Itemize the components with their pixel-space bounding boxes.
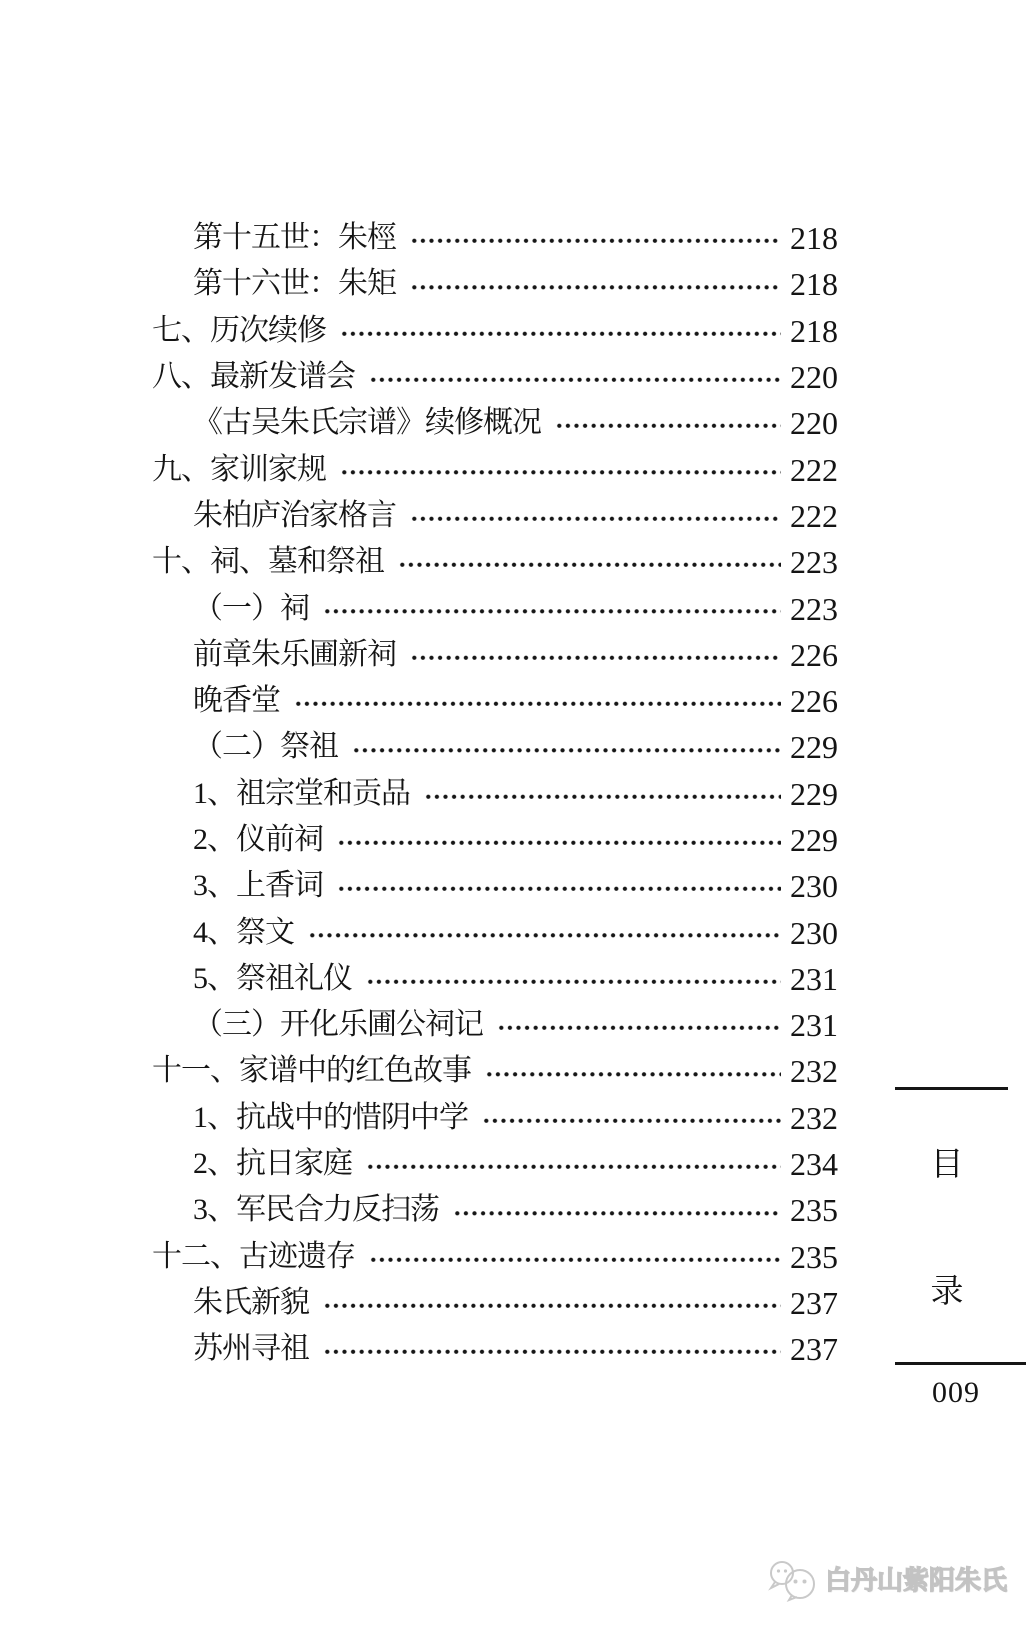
toc-entry-page: 234 <box>790 1146 838 1183</box>
toc-entry <box>152 354 838 400</box>
dot-leader <box>410 261 781 307</box>
toc-entry-title: 苏州寻祖 <box>193 1332 309 1366</box>
toc-entry-page: 231 <box>790 960 838 997</box>
toc-entry <box>152 1187 838 1233</box>
toc-entry-page: 220 <box>790 359 838 396</box>
dot-leader <box>453 1187 781 1233</box>
dot-leader <box>323 1280 781 1326</box>
toc-entry-title: 八、最新发谱会 <box>152 360 355 394</box>
toc-entry <box>152 632 838 678</box>
wechat-icon <box>766 1558 818 1602</box>
toc-entry-page: 235 <box>790 1192 838 1229</box>
toc-entry-page: 230 <box>790 868 838 905</box>
toc-entry-page: 229 <box>790 729 838 766</box>
toc-entry-title: 前章朱乐圃新祠 <box>193 637 396 671</box>
toc-entry-page: 226 <box>790 683 838 720</box>
toc-entry-title: 4、祭文 <box>193 915 294 949</box>
dot-leader <box>337 817 781 863</box>
dot-leader <box>340 308 781 354</box>
toc-entry-page: 229 <box>790 775 838 812</box>
toc-entry-page: 218 <box>790 266 838 303</box>
dot-leader <box>323 1326 781 1372</box>
sidebar-rule-top <box>895 1087 1008 1090</box>
toc-entry-page: 223 <box>790 544 838 581</box>
toc-entry <box>152 678 838 724</box>
dot-leader <box>337 863 781 909</box>
dot-leader <box>340 446 781 492</box>
toc-entry <box>152 493 838 539</box>
toc-entry <box>152 817 838 863</box>
toc-entry <box>152 446 838 492</box>
dot-leader <box>410 632 781 678</box>
toc-entry <box>152 1048 838 1094</box>
toc-entry <box>152 1095 838 1141</box>
toc-entry <box>152 909 838 955</box>
dot-leader <box>308 909 781 955</box>
dot-leader <box>482 1095 781 1141</box>
toc-entry-page: 229 <box>790 822 838 858</box>
toc-entry-title: （一）祠 <box>193 591 309 625</box>
dot-leader <box>485 1048 781 1094</box>
toc-entry-page: 237 <box>790 1331 838 1368</box>
toc-entry-page: 218 <box>790 220 838 257</box>
dot-leader <box>424 771 781 817</box>
toc-entry <box>152 539 838 585</box>
toc-entry-page: 222 <box>790 497 838 534</box>
toc-entry <box>152 1234 838 1280</box>
toc-entry-title: 朱氏新貌 <box>193 1285 309 1319</box>
sidebar-chapter-label-char-2: 录 <box>930 1274 964 1310</box>
toc-entry <box>152 771 838 817</box>
toc-entry <box>152 585 838 631</box>
toc-entry-page: 237 <box>790 1284 838 1321</box>
toc-entry-title: 七、历次续修 <box>152 313 326 347</box>
dot-leader <box>366 1141 781 1187</box>
toc-entry-page: 222 <box>790 451 838 488</box>
toc-entry <box>152 308 838 354</box>
toc-entry <box>152 1141 838 1187</box>
toc-entry <box>152 400 838 446</box>
toc-entry <box>152 1002 838 1048</box>
dot-leader <box>410 215 781 261</box>
toc-entry-title: 5、祭祖礼仪 <box>193 961 352 995</box>
toc-entry-title: 第十六世：朱矩 <box>193 267 396 301</box>
toc-entry-page: 218 <box>790 312 838 349</box>
toc-entry-title: 十二、古迹遗存 <box>152 1239 355 1273</box>
dot-leader <box>369 354 781 400</box>
toc-entry-page: 231 <box>790 1007 838 1044</box>
toc-entry-title: 3、军民合力反扫荡 <box>193 1193 439 1227</box>
toc-entry-title: 《古吴朱氏宗谱》续修概况 <box>193 406 541 440</box>
watermark-text: 白丹山紫阳朱氏 <box>825 1565 1008 1595</box>
toc-entry-title: 2、抗日家庭 <box>193 1147 352 1181</box>
toc-entry-page: 230 <box>790 914 838 951</box>
toc-entry-page: 235 <box>790 1238 838 1275</box>
toc-entry-page: 223 <box>790 590 838 627</box>
toc-entry-page: 232 <box>790 1099 838 1136</box>
dot-leader <box>294 678 781 724</box>
dot-leader <box>352 724 781 770</box>
toc-entry-title: 2、仪前祠 <box>193 823 323 856</box>
dot-leader <box>398 539 781 585</box>
toc-entry <box>152 956 838 1002</box>
toc-entry-page: 220 <box>790 405 838 442</box>
dot-leader <box>366 956 781 1002</box>
toc-entry-title: 晚香堂 <box>193 684 280 718</box>
toc-entry-page: 232 <box>790 1053 838 1090</box>
toc-entry <box>152 863 838 909</box>
dot-leader <box>555 400 781 446</box>
toc-entry-title: 第十五世：朱桱 <box>193 221 396 255</box>
dot-leader <box>410 493 781 539</box>
toc-entry <box>152 724 838 770</box>
toc-entry-title: 朱柏庐治家格言 <box>193 498 396 532</box>
toc-entry-title: 十一、家谱中的红色故事 <box>152 1054 471 1088</box>
dot-leader <box>497 1002 781 1048</box>
toc-entry-title: 十、祠、墓和祭祖 <box>152 545 384 579</box>
sidebar-rule-bottom <box>895 1362 1026 1365</box>
toc-entry-title: 九、家训家规 <box>152 452 326 486</box>
toc-entry <box>152 261 838 307</box>
dot-leader <box>323 585 781 631</box>
toc-entry <box>152 1280 838 1326</box>
toc-entry-title: 1、祖宗堂和贡品 <box>193 776 410 810</box>
watermark <box>766 1558 1007 1602</box>
toc-entry-title: 1、抗战中的惜阴中学 <box>193 1100 468 1134</box>
toc-entry-title: 3、上香词 <box>193 869 323 903</box>
toc-entry-page: 226 <box>790 636 838 673</box>
toc-list <box>152 215 838 1372</box>
toc-entry <box>152 215 838 261</box>
sidebar-chapter-label-char-1: 目 <box>930 1147 964 1183</box>
page-number: 009 <box>932 1376 980 1409</box>
toc-entry <box>152 1326 838 1372</box>
toc-entry-title: （二）祭祖 <box>193 730 338 764</box>
toc-entry-title: （三）开化乐圃公祠记 <box>193 1008 483 1042</box>
dot-leader <box>369 1234 781 1280</box>
